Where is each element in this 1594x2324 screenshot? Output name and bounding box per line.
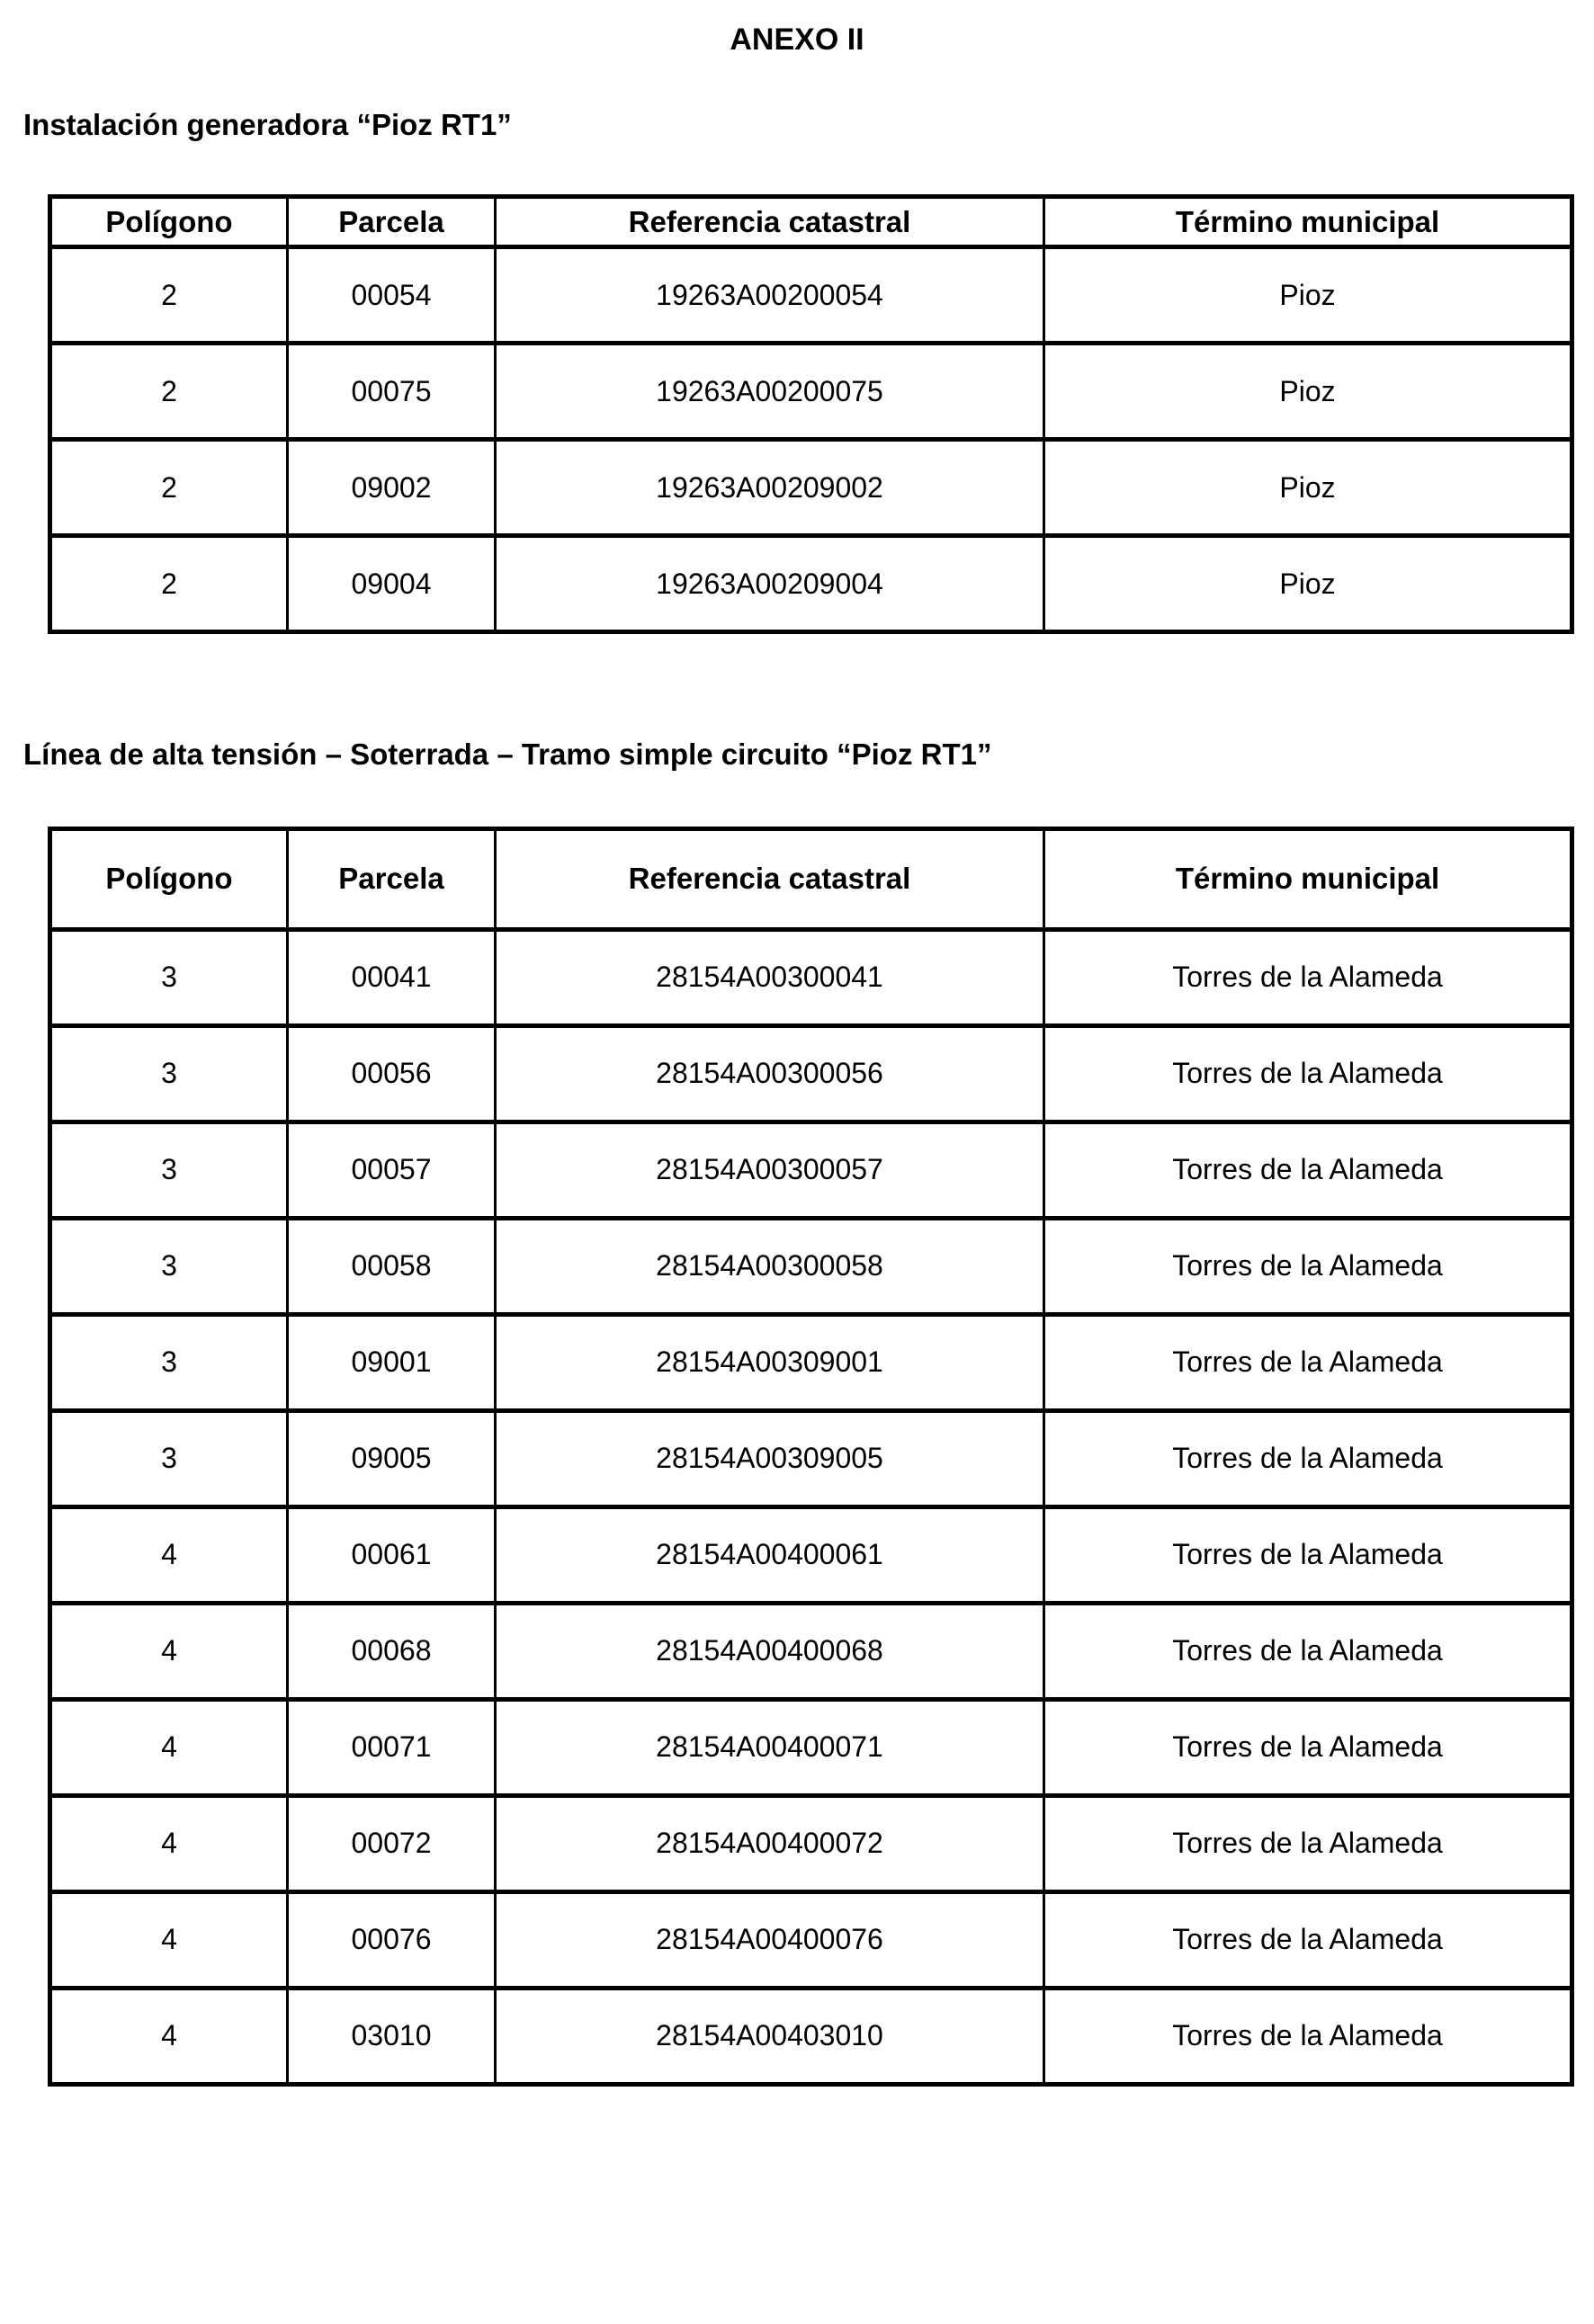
- table-cell: 09001: [288, 1314, 496, 1410]
- column-header: Parcela: [288, 828, 496, 929]
- table-cell: Torres de la Alameda: [1044, 1603, 1572, 1699]
- table-header: [50, 197, 1572, 247]
- table-cell: 28154A00400068: [496, 1603, 1044, 1699]
- table-cell: Pioz: [1044, 440, 1572, 536]
- table-cell: 28154A00300041: [496, 929, 1044, 1025]
- table-cell: 3: [50, 1218, 288, 1314]
- table-cell: 19263A00200075: [496, 344, 1044, 440]
- table-cell: 2: [50, 344, 288, 440]
- table-cell: Torres de la Alameda: [1044, 1891, 1572, 1988]
- table-cell: 09005: [288, 1410, 496, 1506]
- table-cell: Torres de la Alameda: [1044, 1506, 1572, 1603]
- table-cell: 00041: [288, 929, 496, 1025]
- table-cell: 3: [50, 1025, 288, 1122]
- table-cell: 4: [50, 1699, 288, 1795]
- table-body: [50, 929, 1572, 2084]
- table-cell: 4: [50, 1988, 288, 2084]
- table-row: [50, 536, 1572, 632]
- table-cell: 28154A00400071: [496, 1699, 1044, 1795]
- table-cell: 3: [50, 929, 288, 1025]
- parcel-table: [48, 194, 1574, 634]
- table-cell: Torres de la Alameda: [1044, 1795, 1572, 1891]
- table-row: [50, 1699, 1572, 1795]
- table-row: [50, 1025, 1572, 1122]
- table-cell: 00056: [288, 1025, 496, 1122]
- table-row: [50, 1988, 1572, 2084]
- table-cell: Pioz: [1044, 536, 1572, 632]
- table-cell: 28154A00403010: [496, 1988, 1044, 2084]
- table-cell: 00075: [288, 344, 496, 440]
- table-cell: 00072: [288, 1795, 496, 1891]
- table-cell: 4: [50, 1891, 288, 1988]
- table-cell: Pioz: [1044, 247, 1572, 344]
- table-cell: 28154A00300058: [496, 1218, 1044, 1314]
- table-cell: 00054: [288, 247, 496, 344]
- table-cell: 28154A00309005: [496, 1410, 1044, 1506]
- table-row: [50, 1314, 1572, 1410]
- table-header: [50, 828, 1572, 929]
- table-cell: 2: [50, 536, 288, 632]
- table-cell: 2: [50, 440, 288, 536]
- table-cell: Torres de la Alameda: [1044, 1025, 1572, 1122]
- table-row: [50, 1891, 1572, 1988]
- table-row: [50, 344, 1572, 440]
- section-generating-installation: [0, 107, 1594, 635]
- section-heading: Línea de alta tensión – Soterrada – Tramo simple circuito “Pioz RT1”: [23, 737, 992, 772]
- column-header: Término municipal: [1044, 828, 1572, 929]
- header-row: [50, 828, 1572, 929]
- table-cell: 3: [50, 1314, 288, 1410]
- table-cell: 28154A00300057: [496, 1122, 1044, 1218]
- table-row: [50, 1122, 1572, 1218]
- table-cell: Torres de la Alameda: [1044, 1699, 1572, 1795]
- table-row: [50, 247, 1572, 344]
- table-row: [50, 1603, 1572, 1699]
- table-cell: 28154A00400061: [496, 1506, 1044, 1603]
- column-header: Término municipal: [1044, 197, 1572, 247]
- table-body: [50, 247, 1572, 632]
- table-cell: Torres de la Alameda: [1044, 1988, 1572, 2084]
- page-title: ANEXO II: [730, 22, 864, 57]
- table-cell: Torres de la Alameda: [1044, 1410, 1572, 1506]
- table-cell: 03010: [288, 1988, 496, 2084]
- table-cell: 2: [50, 247, 288, 344]
- column-header: Referencia catastral: [496, 828, 1044, 929]
- section-heading: Instalación generadora “Pioz RT1”: [23, 107, 512, 141]
- table-cell: 00057: [288, 1122, 496, 1218]
- header-row: [50, 197, 1572, 247]
- section-high-voltage-line: [0, 737, 1594, 2087]
- column-header: Parcela: [288, 197, 496, 247]
- table-cell: Pioz: [1044, 344, 1572, 440]
- table-row: [50, 1218, 1572, 1314]
- table-row: [50, 1506, 1572, 1603]
- column-header: Referencia catastral: [496, 197, 1044, 247]
- table-row: [50, 929, 1572, 1025]
- table-cell: Torres de la Alameda: [1044, 1218, 1572, 1314]
- table-cell: 09002: [288, 440, 496, 536]
- table-cell: 3: [50, 1410, 288, 1506]
- table-row: [50, 1795, 1572, 1891]
- parcel-table: [48, 827, 1574, 2087]
- column-header: Polígono: [50, 828, 288, 929]
- table-cell: Torres de la Alameda: [1044, 1314, 1572, 1410]
- table-cell: 4: [50, 1603, 288, 1699]
- table-cell: 28154A00309001: [496, 1314, 1044, 1410]
- table-cell: 4: [50, 1795, 288, 1891]
- table-cell: Torres de la Alameda: [1044, 1122, 1572, 1218]
- table-cell: 28154A00400076: [496, 1891, 1044, 1988]
- table-cell: 28154A00300056: [496, 1025, 1044, 1122]
- table-row: [50, 1410, 1572, 1506]
- table-cell: 19263A00209004: [496, 536, 1044, 632]
- table-cell: 28154A00400072: [496, 1795, 1044, 1891]
- table-cell: 00076: [288, 1891, 496, 1988]
- table-cell: 19263A00209002: [496, 440, 1044, 536]
- table-cell: 00061: [288, 1506, 496, 1603]
- table-row: [50, 440, 1572, 536]
- table-cell: 00071: [288, 1699, 496, 1795]
- table-cell: 00068: [288, 1603, 496, 1699]
- column-header: Polígono: [50, 197, 288, 247]
- table-cell: 09004: [288, 536, 496, 632]
- table-cell: 19263A00200054: [496, 247, 1044, 344]
- table-cell: 3: [50, 1122, 288, 1218]
- table-cell: 4: [50, 1506, 288, 1603]
- table-cell: 00058: [288, 1218, 496, 1314]
- table-cell: Torres de la Alameda: [1044, 929, 1572, 1025]
